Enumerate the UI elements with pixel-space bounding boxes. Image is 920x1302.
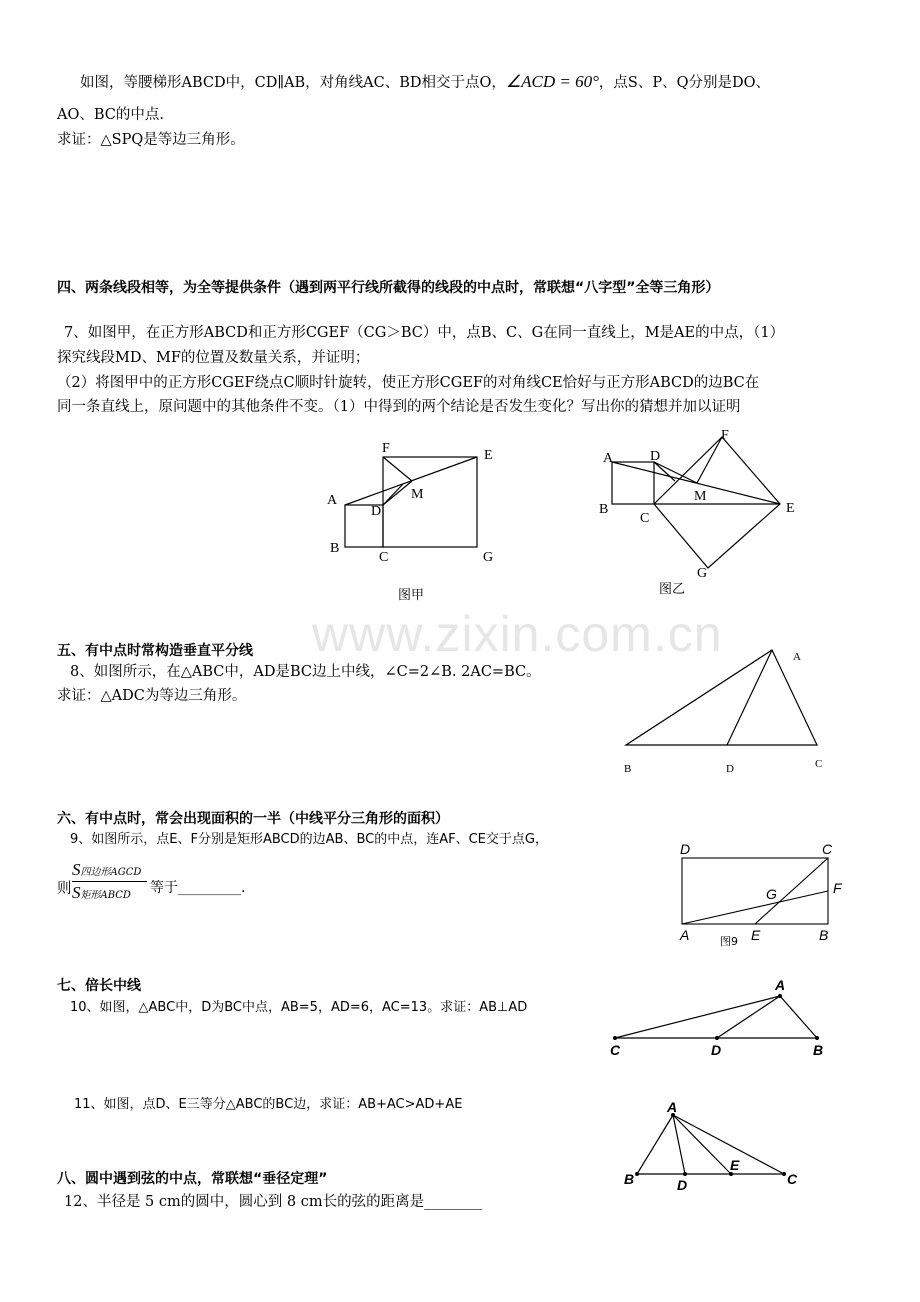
label-c: C xyxy=(379,550,389,565)
fraction xyxy=(72,860,147,903)
label-d: D xyxy=(680,841,691,857)
segment-ca xyxy=(615,996,780,1038)
label-b: B xyxy=(819,927,829,943)
segment-dm xyxy=(383,481,412,505)
problem7-line1: 7、如图甲，在正方形ABCD和正方形CGEF（CG＞BC）中，点B、C、G在同一直线上，M是AE的中点，（1） xyxy=(64,325,785,341)
section8-heading: 八、圆中遇到弦的中点，常联想“垂径定理” xyxy=(57,1171,328,1187)
label-m: M xyxy=(411,487,424,502)
label-m: M xyxy=(694,489,707,504)
intro-line1-b: ，点S、P、Q分别是DO、 xyxy=(598,75,771,91)
ratio-suffix: 等于_________. xyxy=(150,880,246,896)
segment-ad xyxy=(717,996,780,1038)
rectangle-abcd xyxy=(682,858,828,924)
segment-dm xyxy=(654,462,697,483)
intro-line1 xyxy=(80,72,770,93)
segment-ab xyxy=(780,996,817,1038)
problem11: 11、如图，点D、E三等分△ABC的BC边，求证：AB+AC>AD+AE xyxy=(74,1097,463,1112)
figure-10 xyxy=(605,975,840,1060)
triangle-abc xyxy=(626,650,817,745)
label-a: A xyxy=(667,1099,678,1115)
label-d: D xyxy=(711,1042,722,1058)
figure-yi xyxy=(595,425,810,605)
label-b: B xyxy=(624,763,632,775)
label-d: D xyxy=(371,504,382,519)
label-c: C xyxy=(640,511,650,526)
segment-fm xyxy=(383,457,412,481)
intro-line3: 求证：△SPQ是等边三角形。 xyxy=(57,132,245,148)
label-e: E xyxy=(484,448,493,463)
watermark: www.zixin.com.cn xyxy=(312,606,723,662)
numerator-subscript: 四边形AGCD xyxy=(80,867,142,878)
label-c: C xyxy=(815,758,823,770)
section4-heading: 四、两条线段相等，为全等提供条件（遇到两平行线所截得的线段的中点时，常联想“八字型”全等三角形） xyxy=(57,280,720,296)
label-b: B xyxy=(599,502,609,517)
label-f: F xyxy=(833,880,842,896)
intro-line1-a: 如图，等腰梯形ABCD中，CD∥AB，对角线AC、BD相交于点O， xyxy=(80,75,506,91)
label-d: D xyxy=(650,449,661,464)
label-b: B xyxy=(624,1171,635,1187)
angle-expression: ∠ACD = 60° xyxy=(505,72,599,91)
problem7-line3: （2）将图甲中的正方形CGEF绕点C顺时针旋转，使正方形CGEF的对角线CE恰好与正方形ABCD的边BC在 xyxy=(57,375,760,391)
segment-ab xyxy=(637,1115,673,1174)
label-f: F xyxy=(382,441,390,456)
caption-yi: 图乙 xyxy=(659,582,686,597)
fraction-numerator xyxy=(72,860,147,880)
label-d: D xyxy=(677,1177,688,1193)
section6-heading: 六、有中点时，常会出现面积的一半（中线平分三角形的面积） xyxy=(57,811,449,827)
section7-heading: 七、倍长中线 xyxy=(57,978,141,994)
caption-9: 图9 xyxy=(720,935,738,948)
label-f: F xyxy=(721,428,729,443)
label-a: A xyxy=(680,927,690,943)
label-d: D xyxy=(726,763,734,775)
problem8-line2: 求证：△ADC为等边三角形。 xyxy=(57,688,247,704)
problem8-line1: 8、如图所示，在△ABC中，AD是BC边上中线，∠C=2∠B. 2AC=BC。 xyxy=(70,664,541,680)
label-g: G xyxy=(483,550,494,565)
label-a: A xyxy=(603,451,614,466)
problem12: 12、半径是 5 cm的圆中，圆心到 8 cm长的弦的距离是________ xyxy=(64,1194,483,1210)
problem10: 10、如图，△ABC中，D为BC中点，AB=5，AD=6，AC=13。求证：AB⊥AD xyxy=(70,1000,528,1015)
label-a: A xyxy=(793,651,801,663)
problem9-line1: 9、如图所示，点E、F分别是矩形ABCD的边AB、BC的中点，连AF、CE交于点G， xyxy=(70,832,548,847)
square-abcd xyxy=(612,462,654,504)
label-b: B xyxy=(330,541,340,556)
figure-11 xyxy=(618,1098,808,1193)
figure-9 xyxy=(672,838,852,950)
square-cgef xyxy=(383,457,477,547)
label-e: E xyxy=(786,501,795,516)
caption-jia: 图甲 xyxy=(398,588,425,603)
label-e: E xyxy=(730,1157,740,1173)
label-e: E xyxy=(751,927,761,943)
square-cgef xyxy=(654,437,780,568)
section5-heading: 五、有中点时常构造垂直平分线 xyxy=(57,643,253,659)
ratio-prefix: 则 xyxy=(57,881,72,897)
numerator-s: S xyxy=(72,860,81,879)
label-g: G xyxy=(766,886,777,902)
label-g: G xyxy=(697,566,708,581)
denominator-subscript: 矩形ABCD xyxy=(80,890,131,901)
label-c: C xyxy=(610,1042,621,1058)
segment-aux xyxy=(654,462,675,481)
figure-jia xyxy=(320,435,510,615)
label-b: B xyxy=(813,1042,824,1058)
intro-line2: AO、BC的中点. xyxy=(57,107,164,123)
label-c: C xyxy=(787,1171,798,1187)
label-a: A xyxy=(327,493,338,508)
figure-8 xyxy=(612,640,827,780)
label-a: A xyxy=(775,977,786,993)
denominator-s: S xyxy=(72,883,81,902)
problem7-line2: 探究线段MD、MF的位置及数量关系，并证明； xyxy=(57,350,370,366)
problem7-line4: 同一条直线上，原问题中的其他条件不变。（1）中得到的两个结论是否发生变化？写出你的猜想并加以证明 xyxy=(57,399,741,415)
segment-af xyxy=(682,891,828,924)
segment-ae xyxy=(673,1115,731,1174)
segment-ad xyxy=(673,1115,685,1174)
segment-ac xyxy=(673,1115,784,1174)
fraction-denominator xyxy=(72,883,147,903)
fraction-bar xyxy=(72,881,147,882)
segment-fm xyxy=(697,437,722,483)
label-c: C xyxy=(822,841,833,857)
